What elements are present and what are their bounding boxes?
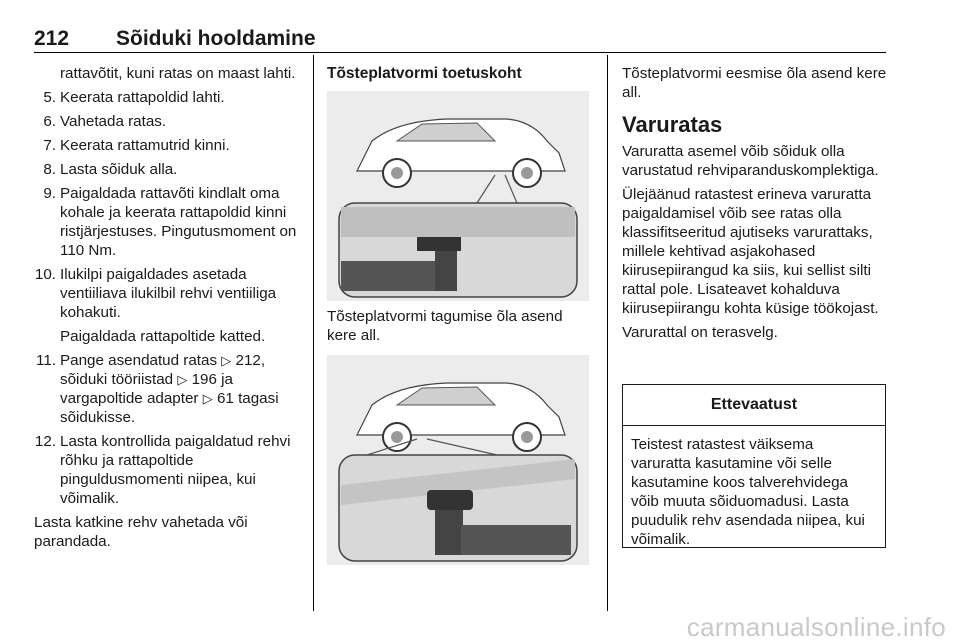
step10-extra: Paigaldada rattapoltide katted. xyxy=(60,328,266,345)
page-reference[interactable]: 212, xyxy=(235,352,266,369)
column-right xyxy=(622,64,888,347)
column-middle xyxy=(327,64,595,571)
page-reference[interactable]: 61 tagasi xyxy=(216,390,279,407)
step-item xyxy=(34,88,304,107)
step-number: 12. xyxy=(34,433,56,450)
step-number: 10. xyxy=(34,266,56,283)
column-divider-2 xyxy=(607,55,608,611)
step-number: 8. xyxy=(43,161,56,178)
paragraph: Varurattal on terasvelg. xyxy=(622,324,778,341)
section-heading: Varuratas xyxy=(622,112,723,137)
step-number: 7. xyxy=(43,137,56,154)
step-text: Keerata rattapoldid lahti. xyxy=(60,89,225,106)
page-number: 212 xyxy=(34,27,70,50)
header-rule xyxy=(34,52,886,53)
step-item xyxy=(34,184,304,260)
step-number: 9. xyxy=(43,185,56,202)
paragraph: Ülejäänud ratastest erineva varuratta paigaldamisel võib see ratas olla klassifitseeritud ajutiseks varurattaks, millele kehtivad asjakohased kiirusepiirangud ka siis, kui sellist silti rattal pole. Lisateavet kohalduva kiirusepiirangu kohta küsige töökojast. xyxy=(622,186,879,317)
caution-box xyxy=(622,384,886,548)
step-number: 11. xyxy=(36,352,56,369)
step-text: Lasta kontrollida paigaldatud rehvi rõhku ja rattapoltide pinguldusmomenti niipea, kui võimalik. xyxy=(60,433,291,507)
closing-text: Lasta katkine rehv vahetada või parandada. xyxy=(34,514,248,550)
step-item xyxy=(34,160,304,179)
section-title: Sõiduki hooldamine xyxy=(116,27,316,50)
figure-caption: Tõsteplatvormi eesmise õla asend kere all. xyxy=(622,65,887,101)
step-number: 6. xyxy=(43,113,56,130)
arrow-right-outline-icon: ▷ xyxy=(177,372,188,387)
step-text: Vahetada ratas. xyxy=(60,113,167,130)
arrow-right-outline-icon: ▷ xyxy=(221,353,232,368)
watermark: carmanualsonline.info xyxy=(686,612,946,642)
step-number: 5. xyxy=(43,89,56,106)
caution-text: Teistest ratastest väiksema varuratta kasutamine või selle kasutamine koos talverehvidega võib muuta sõiduomadusi. Lasta puudulik rehv asendada niipea, kui võimalik. xyxy=(631,436,865,548)
step-text: Lasta sõiduk alla. xyxy=(60,161,178,178)
step-item xyxy=(34,432,304,508)
front-lift-point-illustration xyxy=(327,355,589,565)
step-text: sõidukisse. xyxy=(60,409,136,426)
step-text: Ilukilpi paigaldades asetada ventiiliava ilukilbil rehvi ventiiliga kohakuti. xyxy=(60,266,277,321)
section-heading: Tõsteplatvormi toetuskoht xyxy=(327,65,522,82)
column-left xyxy=(34,64,304,556)
step-item xyxy=(34,265,304,322)
paragraph: Varuratta asemel võib sõiduk olla varustatud rehviparanduskomplektiga. xyxy=(622,143,879,179)
page-header xyxy=(34,27,886,51)
step-text: Keerata rattamutrid kinni. xyxy=(60,137,230,154)
step-text: sõiduki tööriistad xyxy=(60,371,174,388)
step-item xyxy=(34,136,304,155)
step-item xyxy=(34,351,304,427)
arrow-right-outline-icon: ▷ xyxy=(202,391,213,406)
rear-lift-point-illustration xyxy=(327,91,589,301)
column-divider-1 xyxy=(313,55,314,611)
caution-title: Ettevaatust xyxy=(623,385,885,426)
continuation-text: rattavõtit, kuni ratas on maast lahti. xyxy=(60,65,296,82)
step-text: vargapoltide adapter xyxy=(60,390,199,407)
step-text: Paigaldada rattavõti kindlalt oma kohale ja keerata rattapoldid kinni ristjärjestuses. Pingutusmoment on 110 Nm. xyxy=(60,185,297,259)
step-item xyxy=(34,112,304,131)
step-text: Pange asendatud ratas xyxy=(60,352,218,369)
figure-caption: Tõsteplatvormi tagumise õla asend kere all. xyxy=(327,308,563,344)
page-reference[interactable]: 196 ja xyxy=(191,371,233,388)
